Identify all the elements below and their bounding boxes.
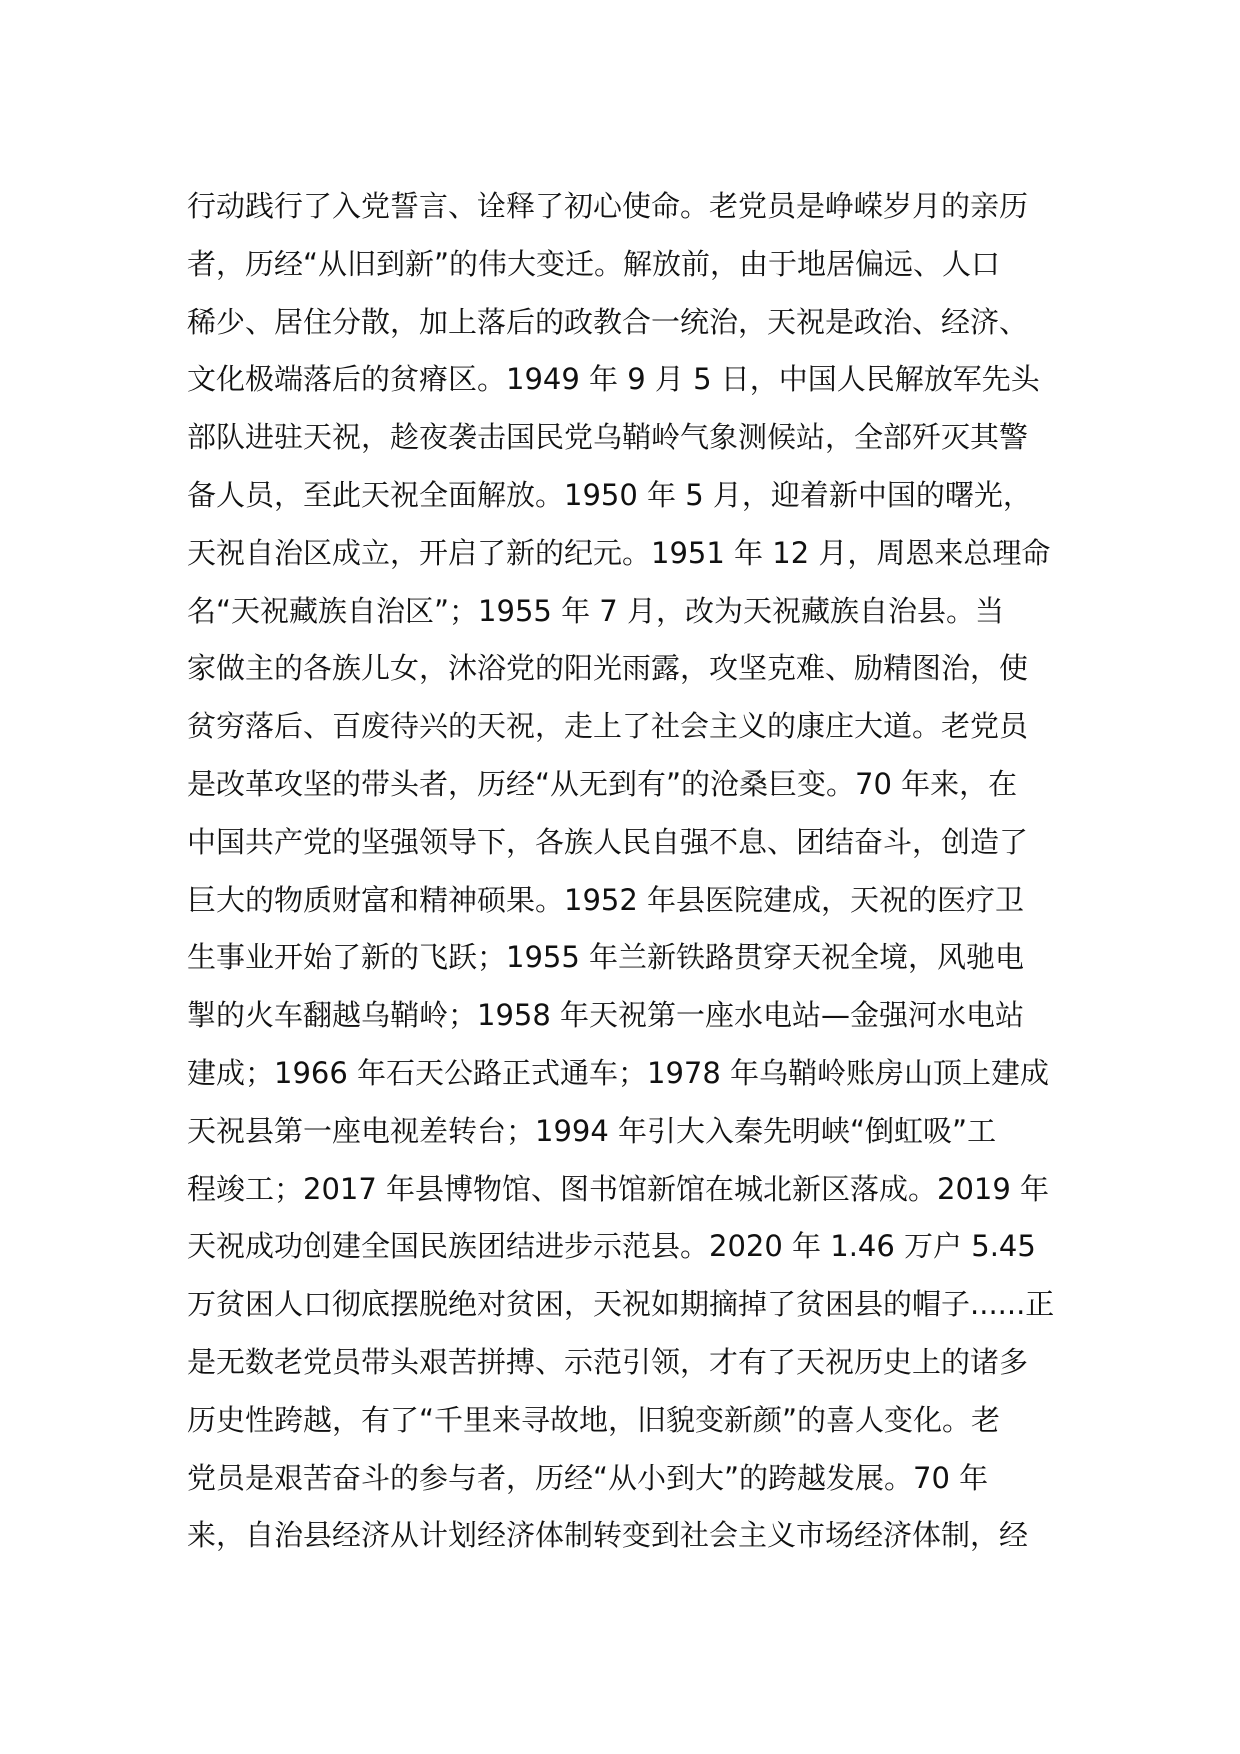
body-paragraph bbox=[187, 178, 1067, 1565]
text-line: 是改革攻坚的带头者，历经“从无到有”的沧桑巨变。70 年来，在 bbox=[187, 766, 1018, 801]
text-line: 建成；1966 年石天公路正式通车；1978 年乌鞘岭账房山顶上建成 bbox=[187, 1055, 1050, 1090]
text-line: 历史性跨越，有了“千里来寻故地，旧貌变新颜”的喜人变化。老 bbox=[187, 1402, 1001, 1437]
text-line: 者，历经“从旧到新”的伟大变迁。解放前，由于地居偏远、人口 bbox=[187, 246, 1001, 281]
text-line: 巨大的物质财富和精神硕果。1952 年县医院建成，天祝的医疗卫 bbox=[187, 882, 1025, 917]
text-line: 家做主的各族儿女，沐浴党的阳光雨露，攻坚克难、励精图治，使 bbox=[187, 651, 1029, 686]
text-line: 来，自治县经济从计划经济体制转变到社会主义市场经济体制，经 bbox=[187, 1518, 1029, 1553]
text-line: 天祝县第一座电视差转台；1994 年引大入秦先明峡“倒虹吸”工 bbox=[187, 1113, 997, 1148]
text-line: 中国共产党的坚强领导下，各族人民自强不息、团结奋斗，创造了 bbox=[187, 824, 1029, 859]
text-line: 是无数老党员带头艰苦拼搏、示范引领，才有了天祝历史上的诸多 bbox=[187, 1344, 1029, 1379]
text-line: 稀少、居住分散，加上落后的政教合一统治，天祝是政治、经济、 bbox=[187, 304, 1029, 339]
text-line: 生事业开始了新的飞跃；1955 年兰新铁路贯穿天祝全境，风驰电 bbox=[187, 940, 1025, 975]
text-line: 行动践行了入党誓言、诠释了初心使命。老党员是峥嵘岁月的亲历 bbox=[187, 189, 1029, 223]
text-line: 贫穷落后、百废待兴的天祝，走上了社会主义的康庄大道。老党员 bbox=[187, 709, 1029, 744]
text-line: 程竣工；2017 年县博物馆、图书馆新馆在城北新区落成。2019 年 bbox=[187, 1171, 1050, 1206]
text-line: 名“天祝藏族自治区”；1955 年 7 月，改为天祝藏族自治县。当 bbox=[187, 593, 1004, 628]
text-line: 天祝成功创建全国民族团结进步示范县。2020 年 1.46 万户 5.45 bbox=[187, 1229, 1036, 1264]
text-line: 天祝自治区成立，开启了新的纪元。1951 年 12 月，周恩来总理命 bbox=[187, 535, 1051, 570]
text-line: 党员是艰苦奋斗的参与者，历经“从小到大”的跨越发展。70 年 bbox=[187, 1460, 989, 1495]
text-line: 文化极端落后的贫瘠区。1949 年 9 月 5 日，中国人民解放军先头 bbox=[187, 362, 1040, 397]
text-line: 部队进驻天祝，趁夜袭击国民党乌鞘岭气象测候站，全部歼灭其警 bbox=[187, 420, 1029, 455]
text-line: 备人员，至此天祝全面解放。1950 年 5 月，迎着新中国的曙光， bbox=[187, 477, 1032, 512]
text-line: 万贫困人口彻底摆脱绝对贫困，天祝如期摘掉了贫困县的帽子......正 bbox=[187, 1287, 1055, 1322]
text-line: 掣的火车翻越乌鞘岭；1958 年天祝第一座水电站—金强河水电站 bbox=[187, 998, 1025, 1033]
